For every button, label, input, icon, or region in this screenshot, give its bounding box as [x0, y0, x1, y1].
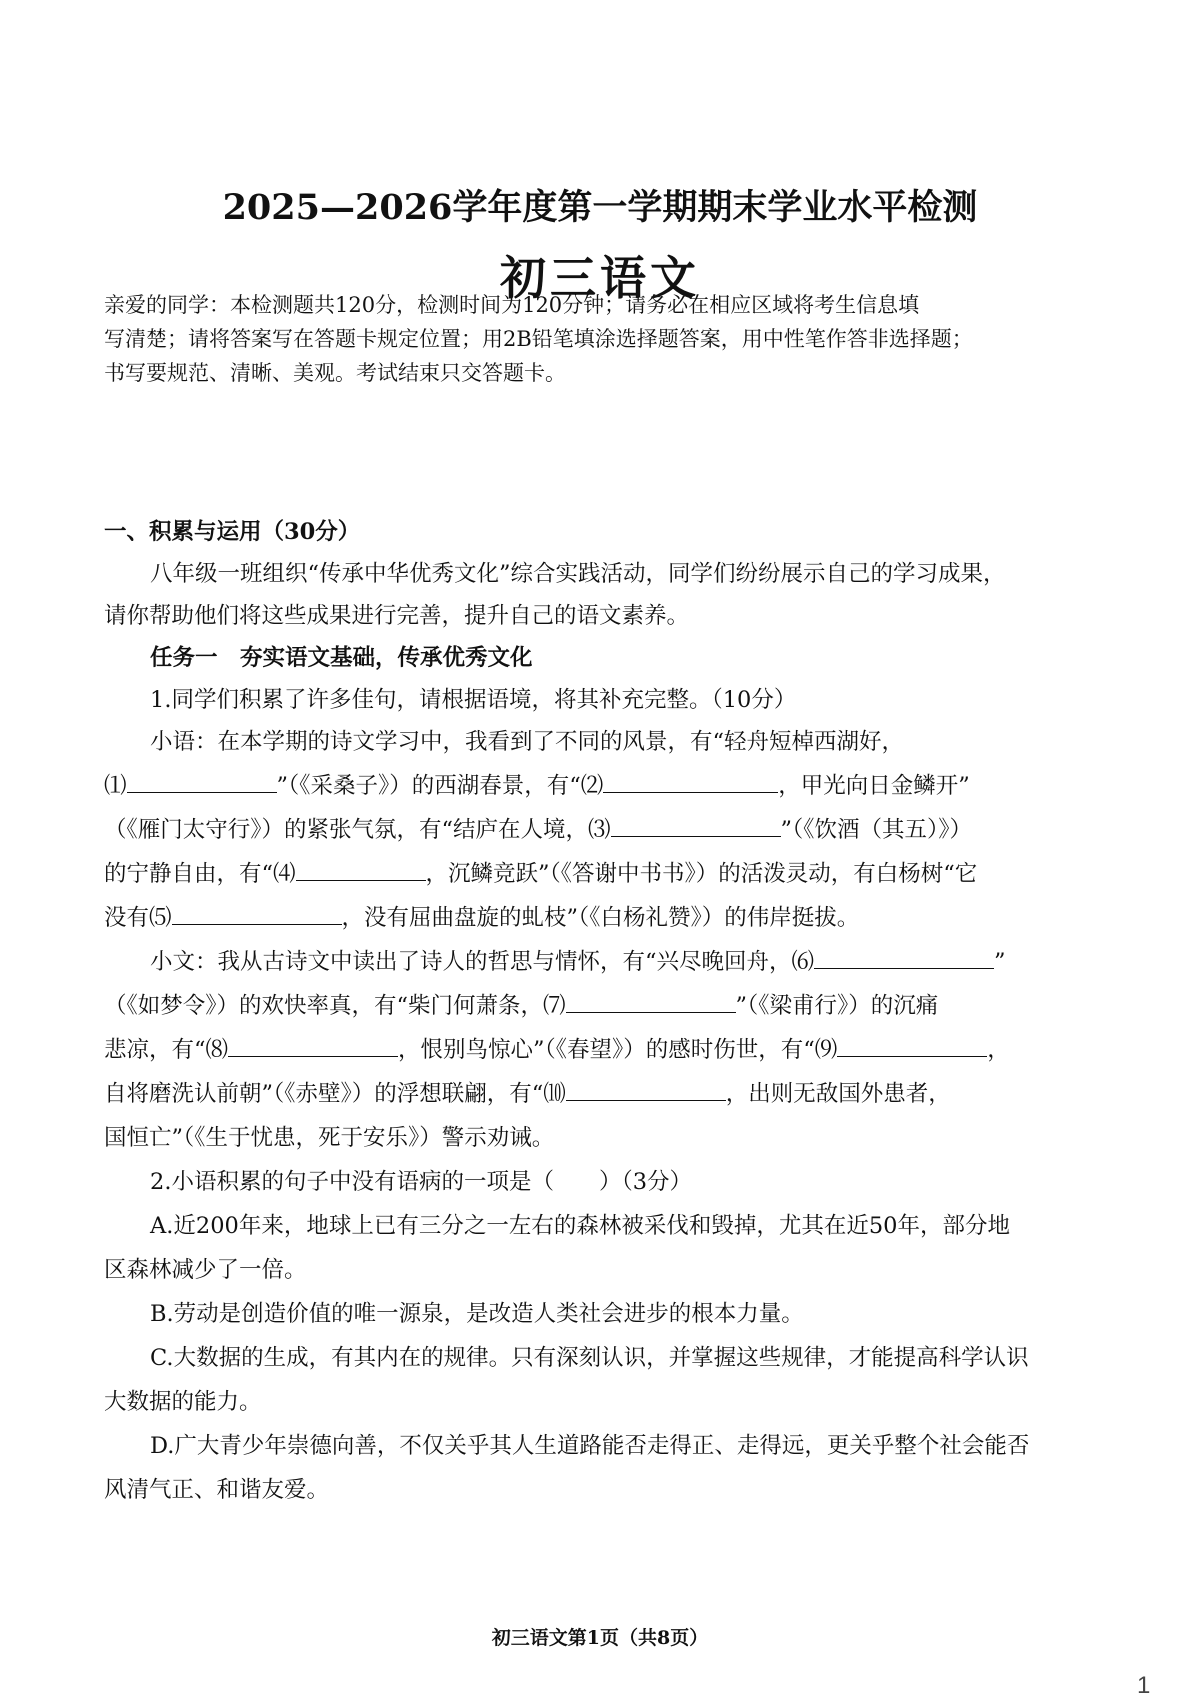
notice-line-2: 写清楚；请将答案写在答题卡规定位置；用2B铅笔填涂选择题答案，用中性笔作答非选择题； — [104, 327, 973, 351]
text-segment: ，没有屈曲盘旋的虬枝”（《白杨礼赞》）的伟岸挺拔。 — [341, 905, 860, 931]
text-segment: 没有⑸ — [104, 905, 172, 931]
question-1-stem: 1.同学们积累了许多佳句，请根据语境，将其补充完整。（10分） — [150, 687, 797, 713]
q2-option-d-line-1: D.广大青少年崇德向善，不仅关乎其人生道路能否走得正、走得远，更关乎整个社会能否 — [150, 1433, 1030, 1459]
answer-blank-7[interactable] — [566, 990, 736, 1014]
text-segment: 的宁静自由，有“⑷ — [104, 861, 296, 887]
intro-line-2: 请你帮助他们将这些成果进行完善，提升自己的语文素养。 — [104, 603, 690, 629]
q2-option-b: B.劳动是创造价值的唯一源泉，是改造人类社会进步的根本力量。 — [150, 1301, 804, 1327]
subject-title: 初三语文 — [500, 251, 700, 305]
task-heading: 任务一 夯实语文基础，传承优秀文化 — [150, 645, 533, 671]
blank-label-1: ⑴ — [104, 773, 127, 799]
q1-paragraph2-line-5: 国恒亡”（《生于忧患，死于安乐》）警示劝诫。 — [104, 1125, 555, 1151]
answer-blank-2[interactable] — [603, 770, 778, 794]
text-segment: ”（《采桑子》）的西湖春景，有“⑵ — [276, 773, 604, 799]
text-segment: ”（《饮酒（其五）》） — [780, 817, 973, 843]
intro-line-1: 八年级一班组织“传承中华优秀文化”综合实践活动，同学们纷纷展示自己的学习成果， — [150, 561, 1006, 587]
text-segment: （《如梦令》）的欢快率真，有“柴门何萧条，⑺ — [104, 993, 566, 1019]
answer-blank-4[interactable] — [296, 858, 426, 882]
q1-paragraph2-line-3 — [104, 1032, 1010, 1064]
text-segment: ” — [994, 949, 1006, 975]
q2-option-a-line-1: A.近200年来，地球上已有三分之一左右的森林被采伐和毁掉，尤其在近50年，部分地 — [150, 1213, 1010, 1239]
q2-option-c-line-2: 大数据的能力。 — [104, 1389, 262, 1415]
q1-paragraph2-line-2 — [104, 988, 938, 1020]
text-segment: ，甲光向日金鳞开” — [778, 773, 970, 799]
text-segment: 小文：我从古诗文中读出了诗人的哲思与情怀，有“兴尽晚回舟，⑹ — [150, 949, 815, 975]
question-2-stem: 2.小语积累的句子中没有语病的一项是（ ）（3分） — [150, 1169, 693, 1195]
text-segment: ”（《梁甫行》）的沉痛 — [735, 993, 939, 1019]
text-segment: ，恨别鸟惊心”（《春望》）的感时伤世，有“⑼ — [398, 1037, 838, 1063]
answer-blank-3[interactable] — [611, 814, 781, 838]
answer-blank-10[interactable] — [566, 1078, 726, 1102]
answer-blank-6[interactable] — [814, 946, 994, 970]
page-number: 1 — [1137, 1672, 1151, 1699]
q1-paragraph1-line-4 — [104, 856, 977, 888]
text-segment: 自将磨洗认前朝”（《赤壁》）的浮想联翩，有“⑽ — [104, 1081, 566, 1107]
answer-blank-5[interactable] — [172, 902, 342, 926]
page-footer: 初三语文第1页（共8页） — [491, 1627, 709, 1649]
answer-blank-8[interactable] — [228, 1034, 398, 1058]
exam-title: 2025—2026学年度第一学期期末学业水平检测 — [222, 187, 978, 228]
text-segment: ，沉鳞竞跃”（《答谢中书书》）的活泼灵动，有白杨树“它 — [425, 861, 978, 887]
q1-paragraph1-line-1: 小语：在本学期的诗文学习中，我看到了不同的风景，有“轻舟短棹西湖好， — [150, 729, 905, 755]
notice-line-1: 亲爱的同学：本检测题共120分，检测时间为120分钟；请务必在相应区域将考生信息填 — [104, 293, 920, 317]
section-heading: 一、积累与运用（30分） — [104, 519, 361, 545]
q1-paragraph2-line-1 — [150, 944, 1006, 976]
q1-paragraph1-line-5 — [104, 900, 859, 932]
q2-option-a-line-2: 区森林减少了一倍。 — [104, 1257, 307, 1283]
text-segment: （《雁门太守行》）的紧张气氛，有“结庐在人境，⑶ — [104, 817, 611, 843]
q1-paragraph1-line-2 — [104, 768, 970, 800]
q1-paragraph2-line-4 — [104, 1076, 951, 1108]
q1-paragraph1-line-3 — [104, 812, 972, 844]
text-segment: 悲凉，有“⑻ — [104, 1037, 229, 1063]
text-segment: ， — [987, 1037, 1010, 1063]
answer-blank-9[interactable] — [837, 1034, 987, 1058]
answer-blank-1[interactable] — [127, 770, 277, 794]
text-segment: ，出则无敌国外患者， — [725, 1081, 951, 1107]
notice-line-3: 书写要规范、清晰、美观。考试结束只交答题卡。 — [104, 361, 566, 385]
q2-option-d-line-2: 风清气正、和谐友爱。 — [104, 1477, 330, 1503]
q2-option-c-line-1: C.大数据的生成，有其内在的规律。只有深刻认识，并掌握这些规律，才能提高科学认识 — [150, 1345, 1029, 1371]
